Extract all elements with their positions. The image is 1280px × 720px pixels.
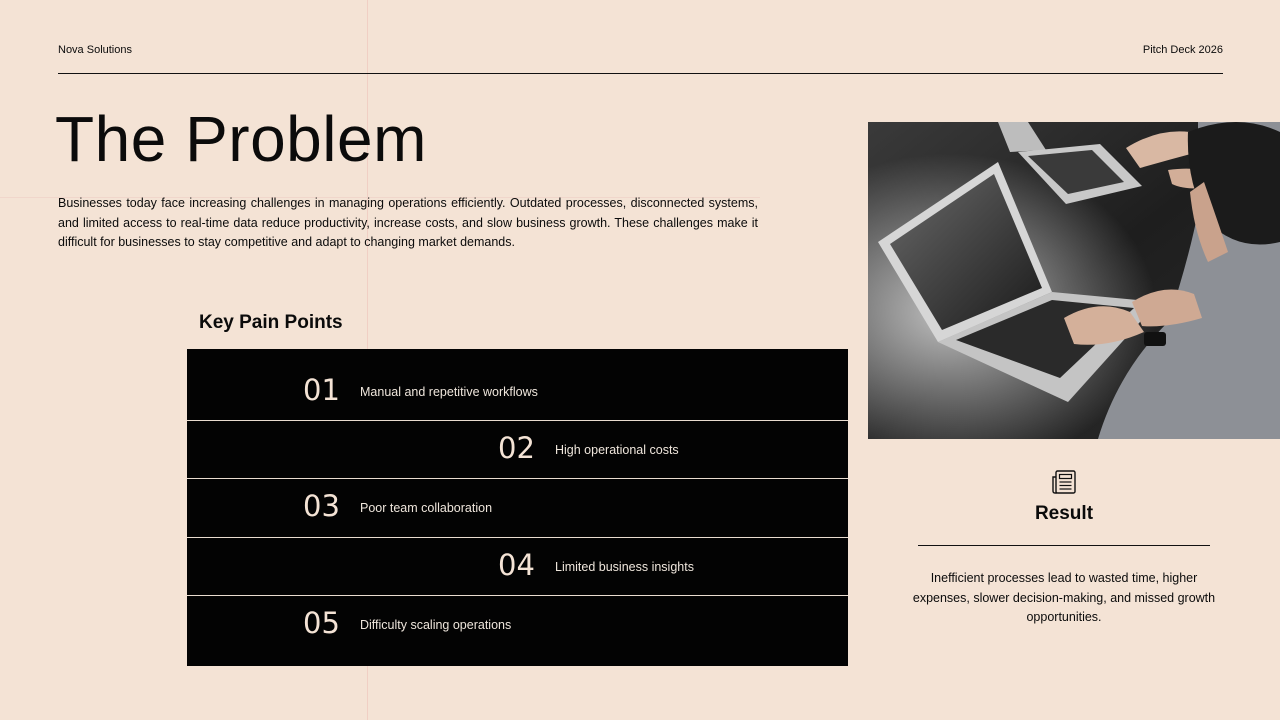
pain-point-row <box>187 596 848 666</box>
result-divider <box>918 545 1210 546</box>
header-divider <box>58 73 1223 74</box>
pain-point-label: High operational costs <box>555 443 679 457</box>
result-text: Inefficient processes lead to wasted time, higher expenses, slower decision-making, and missed growth opportunities. <box>912 571 1216 624</box>
pain-point-row <box>187 538 848 596</box>
page-title: The Problem <box>55 103 427 175</box>
pain-point-number: 05 <box>303 606 340 640</box>
brand-name: Nova Solutions <box>58 44 132 56</box>
pain-point-label: Poor team collaboration <box>360 501 493 515</box>
laptop-photo <box>868 122 1280 439</box>
pain-point-label: Manual and repetitive workflows <box>360 385 538 399</box>
pain-point-number: 04 <box>498 548 535 582</box>
pain-point-number: 03 <box>303 489 340 523</box>
pain-point-number: 01 <box>303 373 340 407</box>
newspaper-icon <box>1051 469 1077 500</box>
deck-label: Pitch Deck 2026 <box>1142 44 1223 56</box>
pain-point-row <box>187 421 848 479</box>
laptop-photo-illustration <box>868 122 1280 439</box>
pain-point-label: Difficulty scaling operations <box>360 618 512 632</box>
intro-paragraph: Businesses today face increasing challenges in managing operations efficiently. Outdated processes, disconnected systems, and limited access to real-time data reduce productivity, increase costs, and slow business growth. These challenges make it difficult for businesses to stay competitive and adapt to changing market demands. <box>58 196 758 249</box>
pain-points-table <box>187 349 848 666</box>
pain-point-number: 02 <box>498 431 535 465</box>
pain-point-row <box>187 479 848 538</box>
pain-point-label: Limited business insights <box>555 560 694 574</box>
pain-point-row <box>187 349 848 421</box>
result-title: Result <box>1034 503 1094 524</box>
pain-points-heading: Key Pain Points <box>199 312 343 333</box>
